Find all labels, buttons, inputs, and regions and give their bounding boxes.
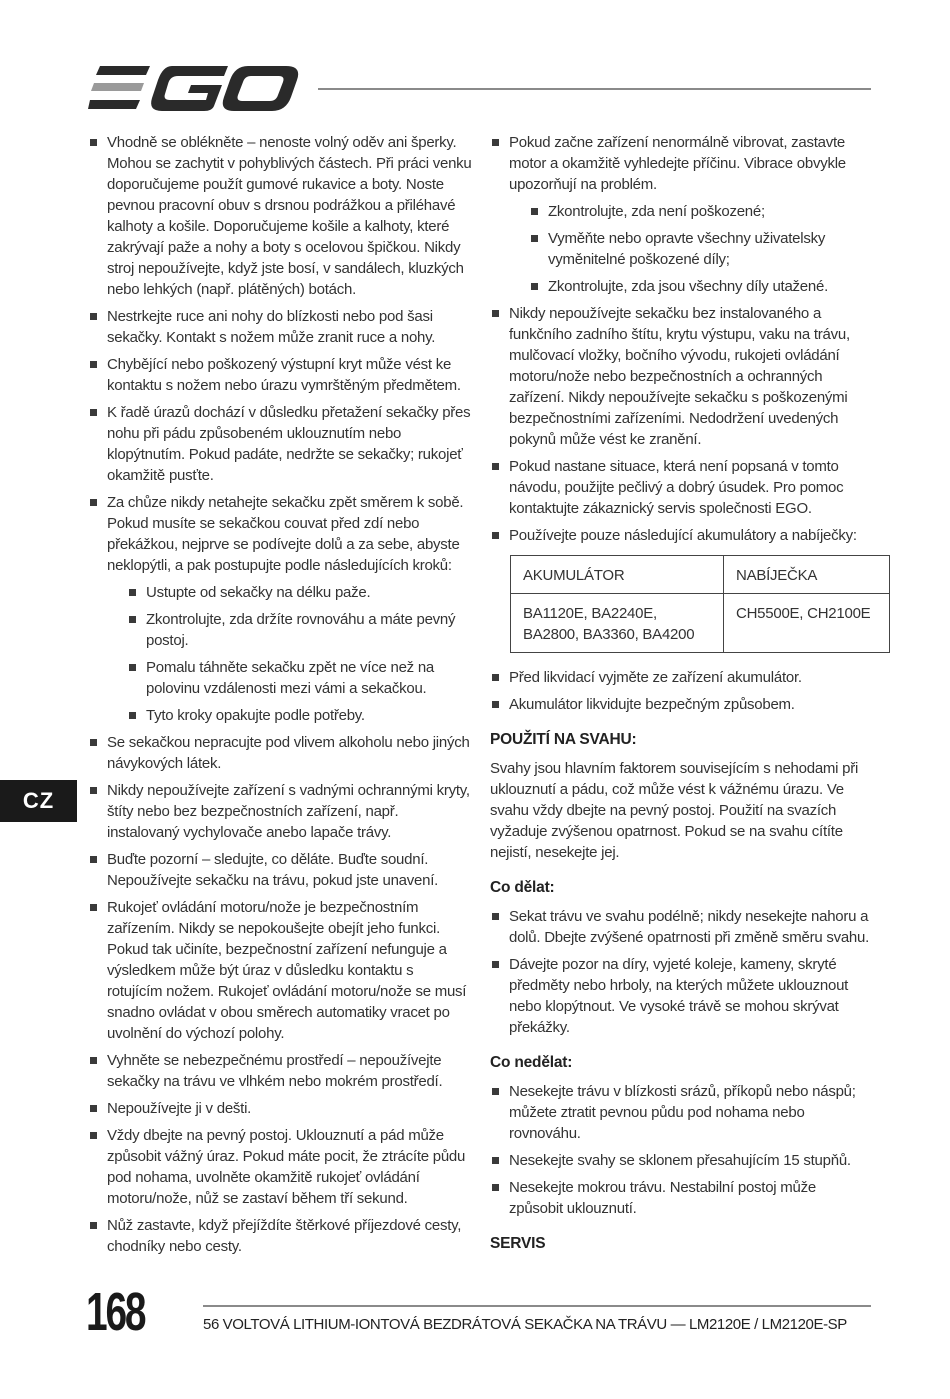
list-item: Používejte pouze následující akumulátory a nabíječky:: [490, 525, 872, 546]
left-column: [88, 132, 472, 1263]
page-number: 168: [86, 1282, 145, 1342]
list-item: Nesekejte mokrou trávu. Nestabilní postoj může způsobit uklouznutí.: [490, 1177, 872, 1219]
sub-list-item: Vyměňte nebo opravte všechny uživatelsky vyměnitelné poškozené díly;: [529, 228, 872, 270]
sub-list-item: Zkontrolujte, zda jsou všechny díly utažené.: [529, 276, 872, 297]
list-item: Nikdy nepoužívejte zařízení s vadnými ochrannými kryty, štíty nebo bez bezpečnostních zařízení, např. instalovaný vychylovače anebo lapače trávy.: [88, 780, 472, 843]
sub-list-item: Zkontrolujte, zda není poškozené;: [529, 201, 872, 222]
list-item-text: Pokud začne zařízení nenormálně vibrovat, zastavte motor a okamžitě vyhledejte příčinu. Vibrace obvykle upozorňují na problém.: [509, 134, 846, 193]
table-header-row: [511, 556, 890, 594]
list-item: Dávejte pozor na díry, vyjeté koleje, kameny, skryté předměty nebo hrboly, na kterých můžete uklouznout nebo klopýtnout. Ve vysoké trávě se mohou skrývat překážky.: [490, 954, 872, 1038]
table-cell: BA1120E, BA2240E, BA2800, BA3360, BA4200: [511, 594, 724, 653]
list-item: Rukojeť ovládání motoru/nože je bezpečnostním zařízením. Nikdy se nepokoušejte obejít jeho funkci. Pokud tak učiníte, bezpečnostní zařízení nefunguje a výsledkem může být úraz v důsledku kontaktu s rotujícím nožem. Rukojeť ovládání motoru/nože se musí snadno ovládat v obou směrech automatiky vracet po uvolnění do výchozí polohy.: [88, 897, 472, 1044]
list-item: Nestrkejte ruce ani nohy do blízkosti nebo pod šasi sekačky. Kontakt s nožem může zranit ruce a nohy.: [88, 306, 472, 348]
footer-title: 56 VOLTOVÁ LITHIUM-IONTOVÁ BEZDRÁTOVÁ SEKAČKA NA TRÁVU — LM2120E / LM2120E-SP: [203, 1316, 847, 1333]
steps-list: [107, 582, 472, 726]
do-heading: Co dělat:: [490, 879, 555, 896]
list-item: Vyhněte se nebezpečnému prostředí – nepoužívejte sekačky na trávu ve vlhkém nebo mokrém prostředí.: [88, 1050, 472, 1092]
list-item: Chybějící nebo poškozený výstupní kryt může vést ke kontaktu s nožem nebo úrazu vymrštěným předmětem.: [88, 354, 472, 396]
battery-list: [490, 667, 872, 715]
list-item: Nůž zastavte, když přejíždíte štěrkové příjezdové cesty, chodníky nebo cesty.: [88, 1215, 472, 1257]
list-item: Se sekačkou nepracujte pod vlivem alkoholu nebo jiných návykových látek.: [88, 732, 472, 774]
sub-list-item: Ustupte od sekačky na délku paže.: [127, 582, 472, 603]
language-tab: CZ: [0, 780, 77, 822]
list-item: Akumulátor likvidujte bezpečným způsobem.: [490, 694, 872, 715]
table-cell: CH5500E, CH2100E: [724, 594, 890, 653]
slope-paragraph: Svahy jsou hlavním faktorem souvisejícím s nehodami při uklouznutí a pádu, což může vést k vážnému úrazu. Ve svahu vždy dbejte na pevný postoj. Použití na svazích vyžaduje zvýšenou opatrnost. Pokud se na svahu cítíte nejistí, nesekejte jej.: [490, 760, 859, 861]
safety-list-continued: [490, 132, 872, 546]
header-rule: [318, 88, 871, 90]
footer-rule: [203, 1305, 871, 1307]
sub-list-item: Pomalu táhněte sekačku zpět ne více než na polovinu vzdálenosti mezi vámi a sekačkou.: [127, 657, 472, 699]
list-item: Nesekejte trávu v blízkosti srázů, příkopů nebo náspů; můžete ztratit pevnou půdu pod nohama nebo rovnováhu.: [490, 1081, 872, 1144]
table-header-cell: NABÍJEČKA: [724, 556, 890, 594]
list-item: Nikdy nepoužívejte sekačku bez instalovaného a funkčního zadního štítu, krytu výstupu, vaku na trávu, mulčovací vložky, bočního vývodu, rukojeti ovládání motoru/nože nebo bezpečnostních a ochranných zařízení. Nikdy nepoužívejte sekačku s poškozenými bezpečnostními zařízeními. Nedodržení uvedených pokynů může vést ke zranění.: [490, 303, 872, 450]
sub-list-item: Tyto kroky opakujte podle potřeby.: [127, 705, 472, 726]
list-item-text: Za chůze nikdy netahejte sekačku zpět směrem k sobě. Pokud musíte se sekačkou couvat před zdí nebo překážkou, nejprve se podívejte dolů a za sebe, abyste neklopýtli, a pak postupujte podle následujících kroků:: [107, 494, 464, 574]
list-item-with-steps: [88, 492, 472, 726]
list-item: Pokud nastane situace, která není popsaná v tomto návodu, použijte pečlivý a dobrý úsudek. Pro pomoc kontaktujte zákaznický servis společnosti EGO.: [490, 456, 872, 519]
service-heading: SERVIS: [490, 1235, 546, 1252]
sub-list-item: Zkontrolujte, zda držíte rovnováhu a máte pevný postoj.: [127, 609, 472, 651]
dont-list: [490, 1081, 872, 1219]
list-item-with-steps: [490, 132, 872, 297]
right-column: [490, 132, 872, 1262]
slope-heading: POUŽITÍ NA SVAHU:: [490, 731, 637, 748]
list-item: Před likvidací vyjměte ze zařízení akumulátor.: [490, 667, 872, 688]
table-row: [511, 594, 890, 653]
battery-charger-table: [510, 555, 890, 653]
do-list: [490, 906, 872, 1038]
list-item: Vždy dbejte na pevný postoj. Uklouznutí a pád může způsobit vážný úraz. Pokud máte pocit, že ztrácíte půdu pod nohama, uvolněte okamžitě rukojeť ovládání motoru/nože, nůž se zastaví během tří sekund.: [88, 1125, 472, 1209]
list-item: K řadě úrazů dochází v důsledku přetažení sekačky přes nohu při pádu způsobeném uklouznutím nebo klopýtnutím. Pokud padáte, nedržte se sekačky; rukojeť okamžitě pusťte.: [88, 402, 472, 486]
safety-list: [88, 132, 472, 1257]
ego-logo: [88, 66, 300, 112]
dont-heading: Co nedělat:: [490, 1054, 573, 1071]
vibration-steps-list: [509, 201, 872, 297]
table-header-cell: AKUMULÁTOR: [511, 556, 724, 594]
list-item: Vhodně se oblékněte – nenoste volný oděv ani šperky. Mohou se zachytit v pohyblivých částech. Při práci venku doporučujeme použít gumové rukavice a boty. Noste pevnou pracovní obuv s drsnou podrážkou a přiléhavé kalhoty a košile. Doporučujeme košile a kalhoty, které zakrývají paže a nohy a boty s ocelovou špičkou. Nikdy stroj nepoužívejte, když jste bosí, v sandálech, kluzkých nebo lehkých (např. plátěných) botách.: [88, 132, 472, 300]
list-item: Buďte pozorní – sledujte, co děláte. Buďte soudní. Nepoužívejte sekačku na trávu, pokud jste unavení.: [88, 849, 472, 891]
list-item: Nesekejte svahy se sklonem přesahujícím 15 stupňů.: [490, 1150, 872, 1171]
list-item: Nepoužívejte ji v dešti.: [88, 1098, 472, 1119]
list-item: Sekat trávu ve svahu podélně; nikdy nesekejte nahoru a dolů. Dbejte zvýšené opatrnosti při změně směru svahu.: [490, 906, 872, 948]
